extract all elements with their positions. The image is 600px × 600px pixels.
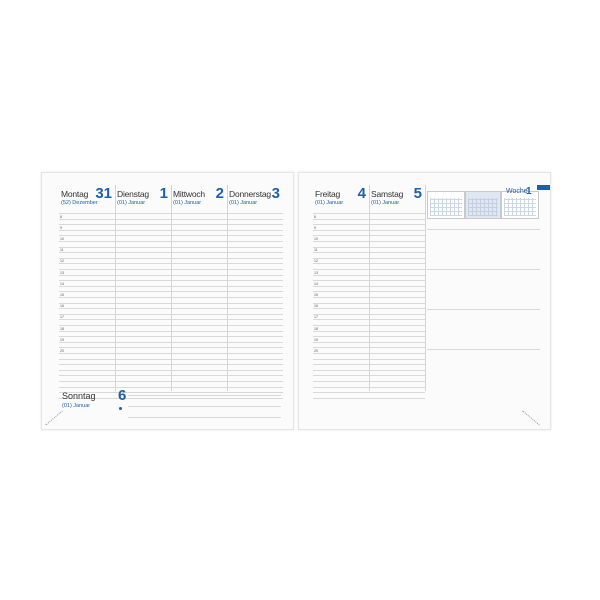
- hour-line: [59, 213, 283, 214]
- note-line: [128, 406, 281, 407]
- hour-line: [59, 230, 283, 231]
- hour-line: [313, 224, 425, 225]
- hour-label: 8: [314, 214, 316, 219]
- hour-line: [313, 331, 425, 332]
- hour-line: [313, 252, 425, 253]
- day-subtitle: (01) Januar: [371, 200, 400, 206]
- hour-line: [59, 336, 283, 337]
- day-column-monday: [59, 185, 116, 391]
- sunday-name: Sonntag: [62, 391, 96, 401]
- section-line: [427, 349, 540, 350]
- day-subtitle: (01) Januar: [229, 200, 258, 206]
- mini-calendar-january: [465, 191, 501, 219]
- hour-line: [59, 325, 283, 326]
- hour-label: 19: [314, 337, 318, 342]
- day-column-tuesday: [115, 185, 172, 391]
- hour-label: 12: [314, 259, 318, 264]
- hour-label: 19: [60, 337, 64, 342]
- sunday-number: 6: [118, 387, 127, 404]
- hour-line: [313, 247, 425, 248]
- mini-calendar-december: [427, 191, 465, 219]
- note-line: [128, 395, 281, 396]
- hour-line: [59, 303, 283, 304]
- hour-line: [59, 224, 283, 225]
- day-column-wednesday: [171, 185, 228, 391]
- hour-label: 16: [314, 304, 318, 309]
- hour-label: 18: [314, 326, 318, 331]
- hour-line: [59, 370, 283, 371]
- hour-line: [313, 398, 425, 399]
- section-line: [427, 229, 540, 230]
- left-page: [41, 172, 294, 430]
- hour-line: [59, 252, 283, 253]
- day-number: 4: [357, 185, 366, 202]
- day-name: Donnerstag: [229, 189, 271, 199]
- day-number: 1: [159, 185, 168, 202]
- hour-line: [313, 303, 425, 304]
- calendar-grid: [468, 198, 498, 216]
- hour-line: [313, 280, 425, 281]
- day-subtitle: (01) Januar: [173, 200, 202, 206]
- day-subtitle: (01) Januar: [117, 200, 146, 206]
- hour-label: 15: [314, 293, 318, 297]
- planner-spread: [41, 172, 549, 428]
- hour-label: 8: [60, 214, 62, 219]
- day-number: 5: [413, 185, 422, 202]
- hour-label: 16: [60, 304, 64, 309]
- hour-line: [59, 375, 283, 376]
- hour-label: 10: [314, 237, 318, 241]
- day-name: Freitag: [315, 189, 341, 199]
- hour-line: [59, 331, 283, 332]
- hour-label: 17: [314, 315, 318, 320]
- day-column-saturday: [369, 185, 426, 391]
- hour-label: 11: [314, 248, 318, 253]
- hour-line: [313, 286, 425, 287]
- hour-line: [59, 275, 283, 276]
- hour-label: 14: [60, 281, 64, 286]
- calendar-grid: [504, 198, 536, 216]
- hour-line: [313, 258, 425, 259]
- hour-label: 17: [60, 315, 64, 320]
- day-column-friday: [313, 185, 370, 391]
- hour-line: [59, 381, 283, 382]
- hour-line: [59, 241, 283, 242]
- hour-label: 14: [314, 281, 318, 286]
- sunday-box: [54, 387, 166, 429]
- hour-label: 11: [60, 248, 64, 253]
- day-subtitle: (01) Januar: [315, 200, 344, 206]
- hour-line: [59, 235, 283, 236]
- note-line: [128, 417, 281, 418]
- calendar-grid: [430, 198, 462, 216]
- hour-line: [313, 319, 425, 320]
- hour-label: 10: [60, 237, 64, 241]
- hour-line: [59, 308, 283, 309]
- hour-label: 9: [60, 225, 62, 230]
- hour-line: [313, 291, 425, 292]
- day-column-thursday: [227, 185, 283, 391]
- hour-line: [59, 263, 283, 264]
- day-name: Mittwoch: [173, 189, 205, 199]
- hour-line: [59, 353, 283, 354]
- hour-line: [313, 375, 425, 376]
- hour-label: 20: [60, 349, 64, 353]
- hour-line: [313, 308, 425, 309]
- hour-line: [313, 297, 425, 298]
- section-line: [427, 269, 540, 270]
- hour-line: [59, 280, 283, 281]
- hour-line: [59, 286, 283, 287]
- hour-line: [313, 387, 425, 388]
- hour-label: 13: [314, 270, 318, 275]
- hour-line: [59, 297, 283, 298]
- hour-label: 12: [60, 259, 64, 264]
- hour-line: [59, 319, 283, 320]
- hour-line: [313, 353, 425, 354]
- hour-label: 20: [314, 349, 318, 353]
- hour-line: [313, 314, 425, 315]
- hour-line: [59, 347, 283, 348]
- day-subtitle: (52) Dezember: [61, 200, 98, 206]
- day-name: Samstag: [371, 189, 404, 199]
- hour-line: [313, 381, 425, 382]
- hour-label: 9: [314, 225, 316, 230]
- hour-line: [59, 291, 283, 292]
- hour-line: [59, 342, 283, 343]
- day-name: Dienstag: [117, 189, 149, 199]
- day-number: 2: [215, 185, 224, 202]
- hour-line: [59, 247, 283, 248]
- sunday-subtitle: (01) Januar: [62, 403, 91, 409]
- week-label: Woche: [506, 188, 528, 195]
- hour-line: [313, 275, 425, 276]
- hour-line: [59, 314, 283, 315]
- hour-line: [313, 325, 425, 326]
- hour-line: [313, 263, 425, 264]
- hour-line: [313, 336, 425, 337]
- hour-line: [59, 364, 283, 365]
- mini-calendar-february: [501, 191, 539, 219]
- week-number: 1: [526, 186, 532, 197]
- stitch-mark: [522, 394, 554, 426]
- hour-line: [313, 364, 425, 365]
- hour-line: [313, 392, 425, 393]
- section-line: [427, 309, 540, 310]
- day-number: 31: [95, 185, 112, 202]
- hour-label: 15: [60, 293, 64, 297]
- hour-line: [59, 219, 283, 220]
- hour-line: [59, 269, 283, 270]
- day-number: 3: [271, 185, 280, 202]
- hour-label: 18: [60, 326, 64, 331]
- hour-line: [313, 347, 425, 348]
- week-tab: [537, 185, 550, 190]
- hour-line: [313, 235, 425, 236]
- hour-line: [313, 359, 425, 360]
- hour-line: [313, 241, 425, 242]
- hour-line: [313, 342, 425, 343]
- hour-line: [313, 219, 425, 220]
- right-page: [298, 172, 551, 430]
- hour-line: [313, 230, 425, 231]
- bullet-icon: [119, 407, 122, 410]
- hour-line: [313, 370, 425, 371]
- hour-line: [59, 258, 283, 259]
- day-name: Montag: [61, 189, 89, 199]
- hour-line: [313, 213, 425, 214]
- hour-line: [59, 359, 283, 360]
- hour-label: 13: [60, 270, 64, 275]
- hour-line: [313, 269, 425, 270]
